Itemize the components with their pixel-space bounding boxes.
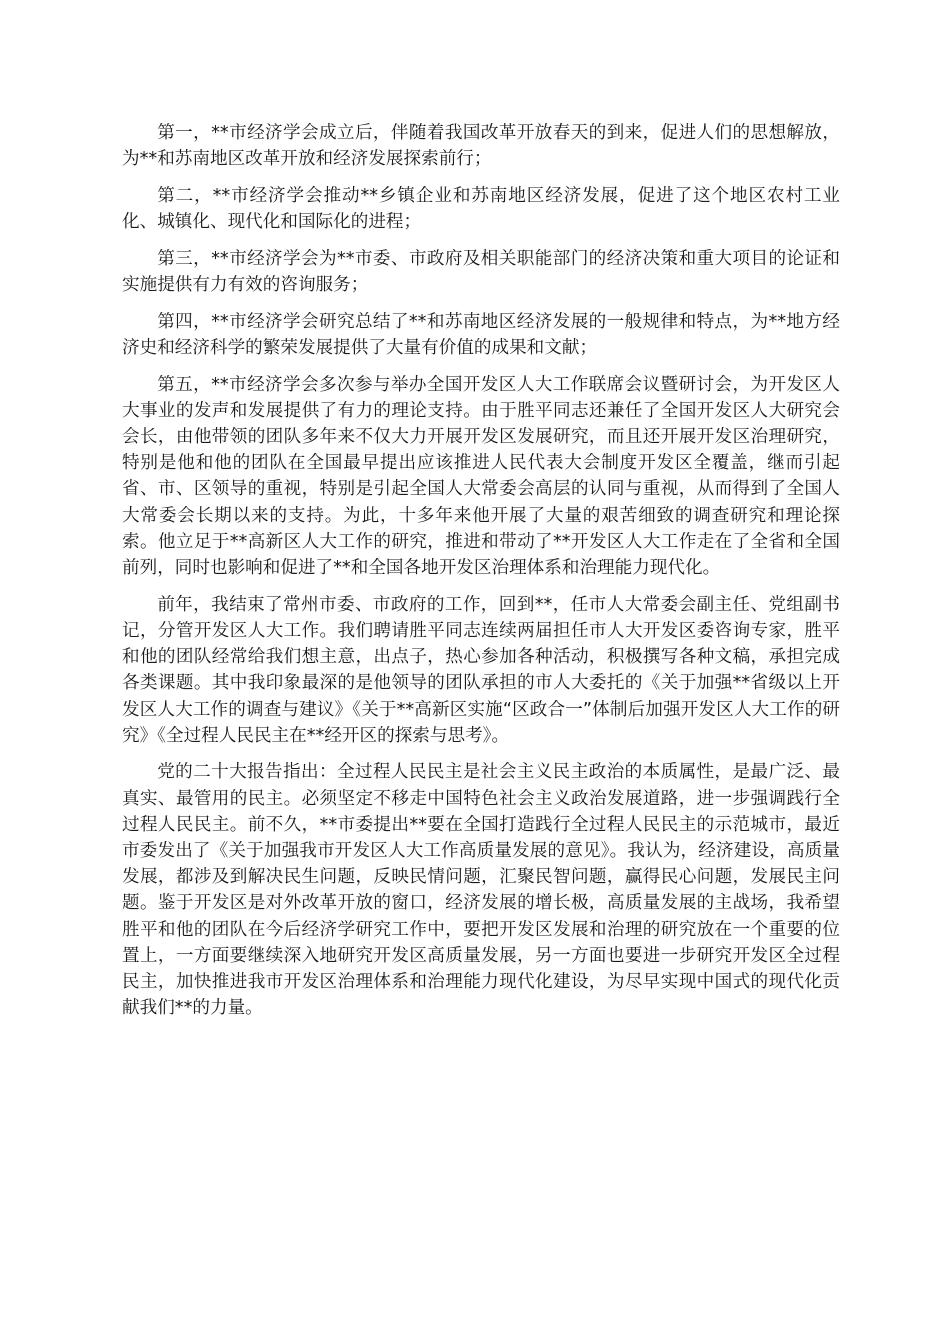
paragraph-4: 第四，**市经济学会研究总结了**和苏南地区经济发展的一般规律和特点，为**地方经济史和经济科学的繁荣发展提供了大量有价值的成果和文献； [122,311,840,358]
paragraph-6: 前年，我结束了常州市委、市政府的工作，回到**，任市人大常委会副主任、党组副书记，分管开发区人大工作。我们聘请胜平同志连续两届担任市人大开发区委咨询专家，胜平和他的团队经常给我们想主意，出点子，热心参加各种活动，积极撰写各种文稿，承担完成各类课题。其中我印象最深的是他领导的团队承担的市人大委托的《关于加强**省级以上开发区人大工作的调查与建议》《关于**高新区实施“区政合一”体制后加强开发区人大工作的研究》《全过程人民民主在**经开区的探索与思考》。 [122,594,840,746]
paragraph-3: 第三，**市经济学会为**市委、市政府及相关职能部门的经济决策和重大项目的论证和实施提供有力有效的咨询服务； [122,248,840,296]
paragraph-2: 第二，**市经济学会推动**乡镇企业和苏南地区经济发展，促进了这个地区农村工业化、城镇化、现代化和国际化的进程； [122,185,840,233]
paragraph-1: 第一，**市经济学会成立后，伴随着我国改革开放春天的到来，促进人们的思想解放，为**和苏南地区改革开放和经济发展探索前行； [122,123,840,170]
document-body [122,120,840,1032]
paragraph-7: 党的二十大报告指出：全过程人民民主是社会主义民主政治的本质属性，是最广泛、最真实、最管用的民主。必须坚定不移走中国特色社会主义政治发展道路，进一步强调践行全过程人民民主。前不久，**市委提出**要在全国打造践行全过程人民民主的示范城市，最近市委发出了《关于加强我市开发区人大工作高质量发展的意见》。我认为，经济建设，高质量发展，都涉及到解决民生问题，反映民情问题，汇聚民智问题，赢得民心问题，发展民主问题。鉴于开发区是对外改革开放的窗口，经济发展的增长极，高质量发展的主战场，我希望胜平和他的团队在今后经济学研究工作中，要把开发区发展和治理的研究放在一个重要的位置上，一方面要继续深入地研究开发区高质量发展，另一方面也要进一步研究开发区全过程民主，加快推进我市开发区治理体系和治理能力现代化建设，为尽早实现中国式的现代化贡献我们**的力量。 [122,762,840,1019]
paragraph-5: 第五，**市经济学会多次参与举办全国开发区人大工作联席会议暨研讨会，为开发区人大事业的发声和发展提供了有力的理论支持。由于胜平同志还兼任了全国开发区人大研究会会长，由他带领的团队多年来不仅大力开展开发区发展研究，而且还开展开发区治理研究，特别是他和他的团队在全国最早提出应该推进人民代表大会制度开发区全覆盖，继而引起省、市、区领导的重视，特别是引起全国人大常委会高层的认同与重视，从而得到了全国人大常委会长期以来的支持。为此，十多年来他开展了大量的艰苦细致的调查研究和理论探索。他立足于**高新区人大工作的研究，推进和带动了**开发区人大工作走在了全省和全国前列，同时也影响和促进了**和全国各地开发区治理体系和治理能力现代化。 [122,374,840,579]
